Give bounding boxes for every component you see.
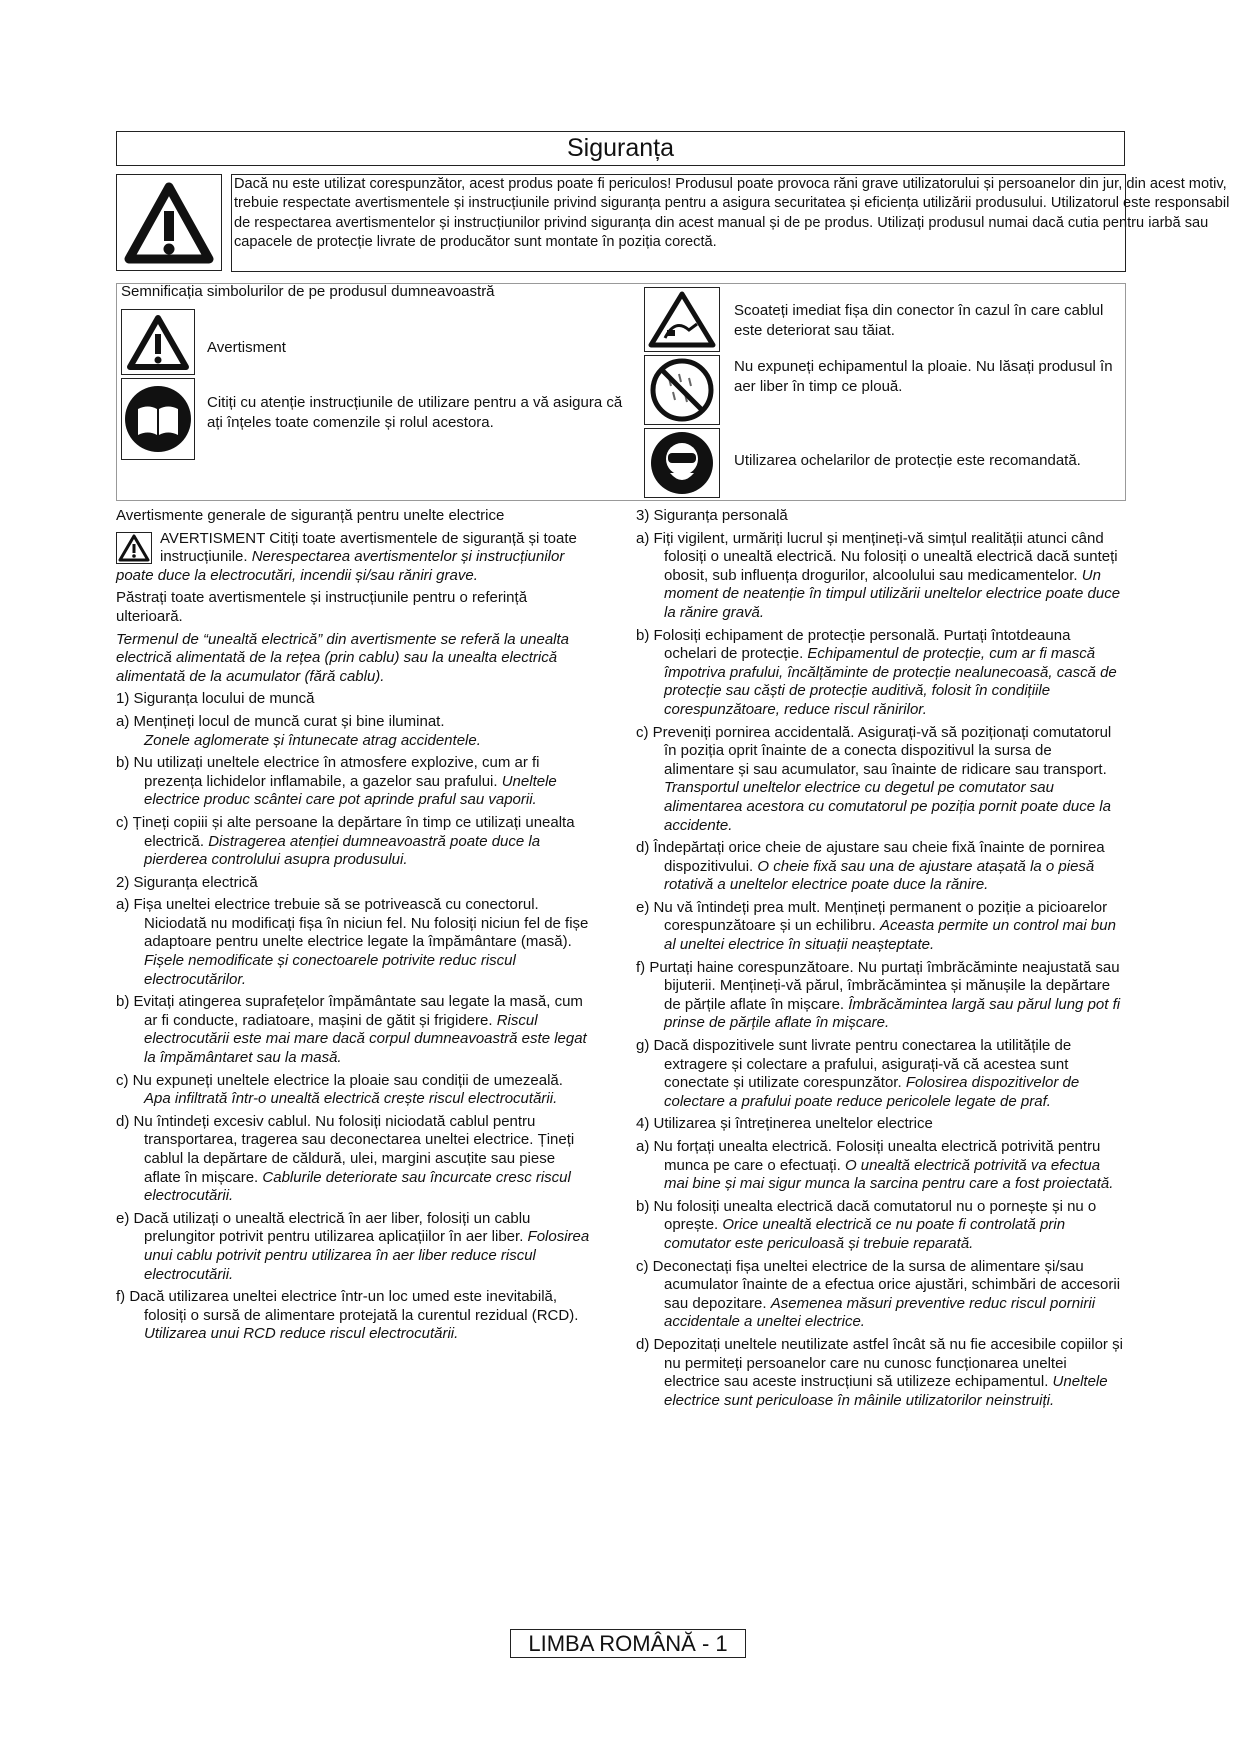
section-2-heading: 2) Siguranța electrică <box>116 873 258 891</box>
item-3c: c) Preveniți pornirea accidentală. Asigurați-vă să poziționați comutatorul în poziția oprit înainte de a conecta dispozitivul la sursa de alimentare și sau acumulator, sau înainte de ridicare sau transport. Transportul uneltelor electrice cu degetul pe comutator sau alimentarea acestora cu comutatorul pe poziția pornit poate duce la accidente. <box>636 723 1112 834</box>
unplug-icon <box>644 287 720 352</box>
item-3g: g) Dacă dispozitivele sunt livrate pentru conectarea la utilitățile de extragere și colectare a prafului, asigurați-vă că acestea sunt conectate și utilizate corespunzător. Folosirea dispozitivelor de colectare a prafului poate reduce pericolele legate de praf. <box>636 1037 1080 1110</box>
item-3f: f) Purtați haine corespunzătoare. Nu purtați îmbrăcăminte neajustată sau bijuterii. Mențineți-vă părul, îmbrăcămintea și mănușile la depărtare de părțile aflate în mișcare. Îmbrăcămintea largă sau părul lung pot fi prinse de părțile aflate în mișcare. <box>636 958 1121 1032</box>
no-rain-label: Nu expuneți echipamentul la ploaie. Nu lăsați produsul în aer liber în timp ce plouă. <box>734 358 1113 395</box>
goggles-label: Utilizarea ochelarilor de protecție este recomandată. <box>734 452 1081 469</box>
read-manual-icon <box>121 378 195 460</box>
general-warnings-heading: Avertismente generale de siguranță pentru unelte electrice <box>116 507 505 524</box>
item-2c: c) Nu expuneți uneltele electrice la ploaie sau condiții de umezeală. Apa infiltrată într-o unealtă electrică crește riscul electrocutării. <box>116 1071 563 1108</box>
item-3a: a) Fiți vigilent, urmăriți lucrul și mențineți-vă simțul realității atunci când folosiți o unealtă electrică. Nu folosiți o unealtă electrică dacă sunteți obosit, sub influența drogurilor, alcoolului sau medicamentelor. Un moment de neatenție în timpul utilizării uneltelor electrice poate duce la rănire gravă. <box>636 529 1121 621</box>
item-1a: a) Mențineți locul de muncă curat și bine iluminat. Zonele aglomerate și întunecate atrag accidentele. <box>116 712 481 749</box>
item-2e: e) Dacă utilizați o unealtă electrică în aer liber, folosiți un cablu prelungitor potrivit pentru utilizarea aplicațiilor în aer liber. Folosirea unui cablu potrivit pentru utilizarea în aer liber reduce riscul electrocutării. <box>116 1209 590 1283</box>
section-3-heading: 3) Siguranța personală <box>636 507 788 524</box>
symbols-heading: Semnificația simbolurilor de pe produsul dumneavoastră <box>121 283 495 300</box>
item-2f: f) Dacă utilizarea uneltei electrice într-un loc umed este inevitabilă, folosiți o sursă de alimentare protejată la curentul rezidual (RCD). Utilizarea unui RCD reduce riscul electrocutării. <box>116 1288 579 1343</box>
keep-instructions: Păstrați toate avertismentele și instrucțiunile pentru o referință ulterioară. <box>116 589 528 625</box>
item-4a: a) Nu forțați unealta electrică. Folosiți unealta electrică potrivită pentru munca pe care o efectuați. O unealtă electrică potrivită va efectua mai bine și mai sigur munca la sarcina pentru care a fost proiectată. <box>636 1138 1114 1193</box>
read-manual-label: Citiți cu atenție instrucțiunile de utilizare pentru a vă asigura că ați înțeles toate comenzile și rolul acestora. <box>207 394 623 431</box>
term-definition: Termenul de “unealtă electrică” din avertismente se referă la unealta electrică alimentată de la rețea (prin cablu) sau la unealta electrică alimentată de la acumulator (fără cablu). <box>116 630 570 685</box>
left-column <box>116 507 592 1348</box>
item-2a: a) Fișa uneltei electrice trebuie să se potrivească cu conectorul. Niciodată nu modificați fișa în niciun fel. Nu folosiți niciun fel de fișe adaptoare pentru unelte electrice legate la împământare (masă). Fișele nemodificate și conectoarele potrivite reduc riscul electrocutărilor. <box>116 896 589 988</box>
page-footer: LIMBA ROMÂNĂ - 1 <box>510 1629 746 1658</box>
warning-italic-text: Nerespectarea avertismentelor și instrucțiunilor poate duce la electrocutări, incendii și/sau răniri grave. <box>116 548 565 584</box>
warning-block <box>116 530 592 586</box>
warning-label-text: AVERTISMENT Citiți toate avertismentele de siguranță și toate instrucțiunile. <box>160 529 577 566</box>
item-4b: b) Nu folosiți unealta electrică dacă comutatorul nu o pornește și nu o oprește. Orice unealtă electrică ce nu poate fi controlată prin comutator este periculoasă și trebuie reparată. <box>636 1197 1097 1252</box>
warning-icon <box>121 309 195 375</box>
item-3e: e) Nu vă întindeți prea mult. Mențineți permanent o poziție a picioarelor corespunzătoare și un echilibru. Aceasta permite un control mai bun al uneltei electrice în situații neașteptate. <box>636 898 1116 954</box>
item-1c: c) Țineți copiii și alte persoane la depărtare în timp ce utilizați unealta electrică. Distragerea atenției dumneavoastră poate duce la pierderea controlului asupra produsului. <box>116 813 575 869</box>
warning-label: Avertisment <box>207 339 286 356</box>
warning-triangle-icon <box>116 174 222 271</box>
no-rain-icon <box>644 355 720 425</box>
item-2b: b) Evitați atingerea suprafețelor împământate sau legate la masă, cum ar fi conducte, radiatoare, mașini de gătit și frigidere. Riscul electrocutării este mai mare dacă corpul dumneavoastră este legat la împământaret sau la masă. <box>116 993 587 1067</box>
right-column <box>636 507 1124 1414</box>
section-4-heading: 4) Utilizarea și întreținerea uneltelor electrice <box>636 1115 933 1133</box>
item-4c: c) Deconectați fișa uneltei electrice de la sursa de alimentare și/sau acumulator înainte de a efectua orice ajustări, schimbări de accesorii sau depozitare. Asemenea măsuri preventive reduc riscul pornirii accidentale a uneltei electrice. <box>636 1257 1121 1331</box>
small-warning-icon <box>116 532 152 564</box>
intro-text: Dacă nu este utilizat corespunzător, acest produs poate fi periculos! Produsul poate provoca răni grave utilizatorului și persoanelor din jur, din acest motiv, trebuie respectate avertismentele și instrucțiunile privind siguranța pentru a asigura securitatea și eficiența utilizării produsului. Utilizatorul este responsabil de respectarea avertismentelor și instrucțiunilor privind siguranța din acest manual și de pe produs. Utilizați produsul numai dacă cutia pentru iarbă sau capacele de protecție livrate de producător sunt montate în poziția corectă. <box>234 176 1230 251</box>
item-3d: d) Îndepărtați orice cheie de ajustare sau cheie fixă înainte de pornirea dispozitivului. O cheie fixă sau una de ajustare atașată la o piesă rotativă a uneltelor electrice poate duce la rănire. <box>636 839 1105 894</box>
unplug-label: Scoateți imediat fișa din conector în cazul în care cablul este deteriorat sau tăiat. <box>734 302 1104 339</box>
item-2d: d) Nu întindeți excesiv cablul. Nu folosiți niciodată cablul pentru transportarea, tragerea sau deconectarea uneltei electrice. Țineți cablul la depărtare de căldură, ulei, margini ascuțite sau piese aflate în mișcare. Cablurile deteriorate sau încurcate cresc riscul electrocutării. <box>116 1112 575 1205</box>
item-3b: b) Folosiți echipament de protecție personală. Purtați întotdeauna ochelari de protecție. Echipamentul de protecție, cum ar fi mască împotriva prafului, încălțăminte de protecție nealunecoasă, cască de protecție sau căști de protecție auditivă, folosit în condițiile corespunzătoare, reduce riscul rănirilor. <box>636 626 1117 718</box>
item-1b: b) Nu utilizați uneltele electrice în atmosfere explozive, cum ar fi prezența lichidelor inflamabile, a gazelor sau prafului. Uneltele electrice produc scântei care pot aprinde praful sau vaporii. <box>116 754 557 809</box>
section-1-heading: 1) Siguranța locului de muncă <box>116 690 315 708</box>
goggles-icon <box>644 428 720 498</box>
page-title: Siguranța <box>116 131 1125 166</box>
item-4d: d) Depozitați uneltele neutilizate astfel încât să nu fie accesibile copiilor și nu permiteți persoanelor care nu cunosc funcționarea uneltei electrice sau aceste instrucțiuni să utilizeze echipamentul. Uneltele electrice sunt periculoase în mâinile utilizatorilor neinstruiți. <box>636 1335 1123 1409</box>
